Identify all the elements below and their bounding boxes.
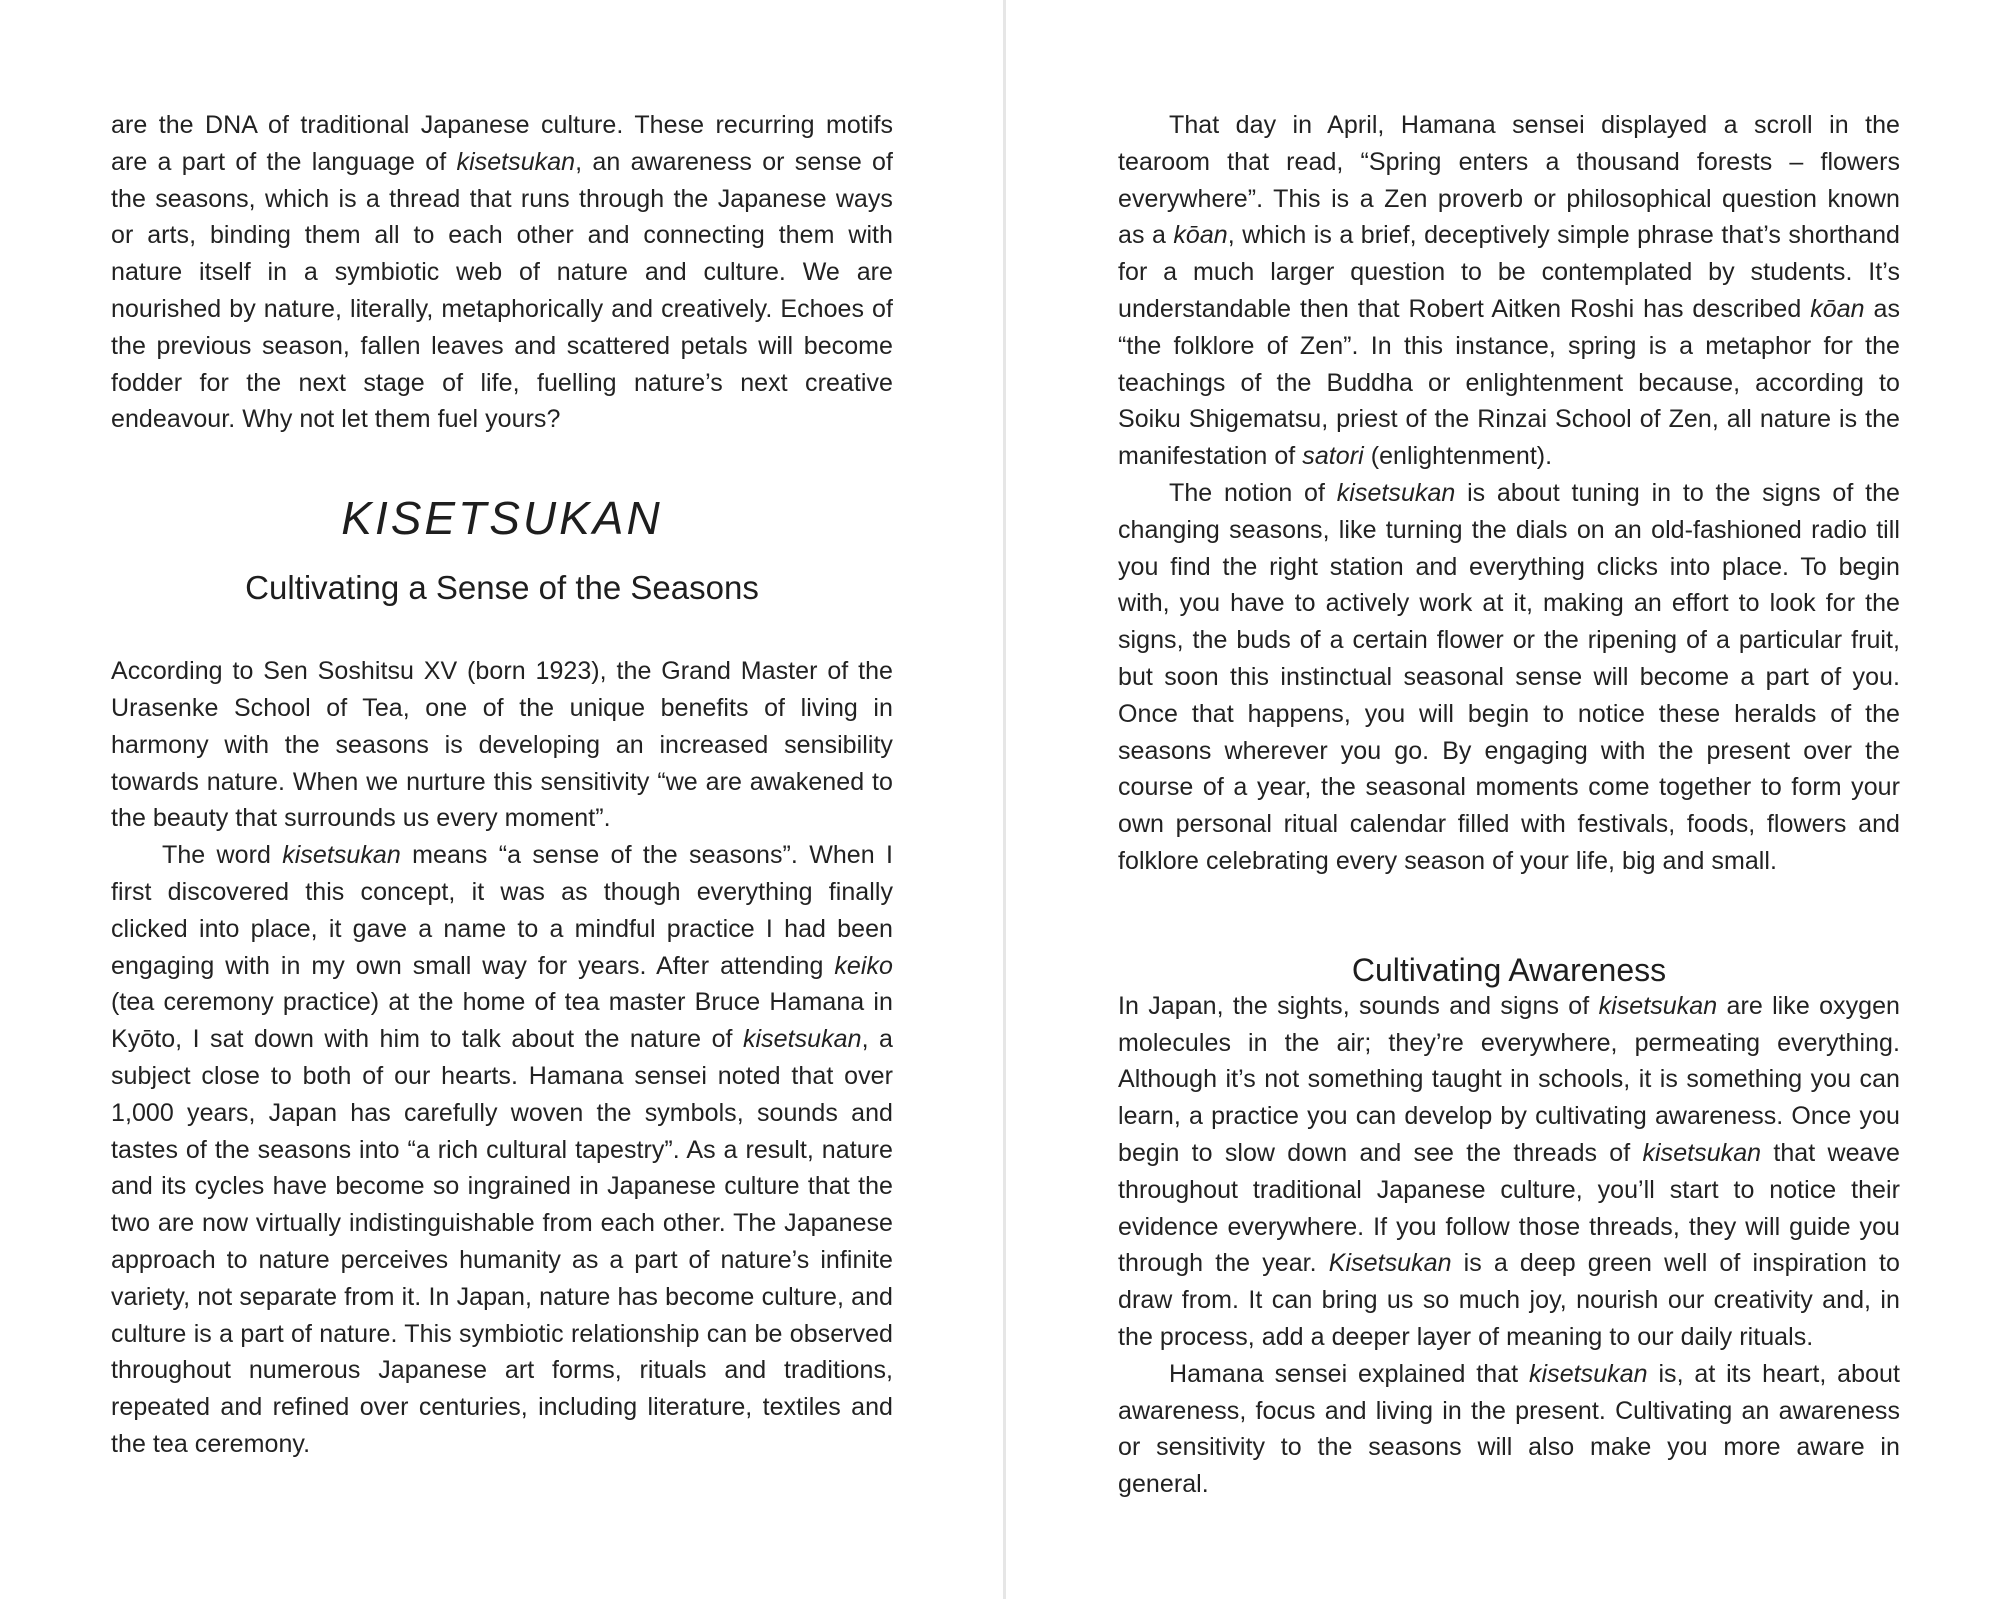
text-run: That day in April, Hamana sensei displayed a scroll in the tearoom that read, “Spring enters a thousand forests – flowers everywhere”. This is a Zen proverb or philosophical question known as a: [1118, 111, 1900, 250]
paragraph-sen-soshitsu: [111, 653, 893, 837]
italic-term: kisetsukan: [1529, 1359, 1648, 1388]
right-text-column: [1118, 107, 1900, 1503]
paragraph-april-scroll: [1118, 107, 1900, 475]
text-run: The word: [162, 841, 283, 870]
text-run: is a deep green well of inspiration to draw from. It can bring us so much joy, nourish our creativity and, in the process, add a deeper layer of meaning to our daily rituals.: [1118, 1249, 1900, 1351]
text-run: as “the folklore of Zen”. In this instance, spring is a metaphor for the teachings of the Buddha or enlightenment because, according to Soiku Shigematsu, priest of the Rinzai School of Zen, all nature is the manifestation of: [1118, 294, 1901, 471]
italic-term: kōan: [1173, 221, 1228, 250]
italic-term: kisetsukan: [1598, 991, 1718, 1020]
text-run: Hamana sensei explained that: [1169, 1359, 1529, 1388]
text-run: According to Sen Soshitsu XV (born 1923), the Grand Master of the Urasenke School of Tea, one of the unique benefits of living in harmony with the seasons is developing an increased sensibility towards nature. When we nurture this sensitivity “we are awakened to the beauty that surrounds us every moment”.: [111, 657, 893, 833]
text-run: (tea ceremony practice) at the home of tea master Bruce Hamana in Kyōto, I sat down with him to talk about the nature of: [111, 988, 893, 1054]
text-run: that weave throughout traditional Japanese culture, you’ll start to notice their evidence everywhere. If you follow those threads, they will guide you through the year.: [1118, 1138, 1900, 1278]
left-text-column: [111, 107, 893, 1463]
italic-term: kōan: [1810, 294, 1865, 323]
text-run: is about tuning in to the signs of the changing seasons, like turning the dials on an old-fashioned radio till you find the right station and everything clicks into place. To begin with, you have to actively work at it, making an effort to look for the signs, the buds of a certain flower or the ripening of a particular fruit, but soon this instinctual seasonal sense will become a part of you. Once that happens, you will begin to notice these heralds of the seasons wherever you go. By engaging with the present over the course of a year, the seasonal moments come together to form your own personal ritual calendar filled with festivals, foods, flowers and folklore celebrating every season of your life, big and small.: [1118, 478, 1900, 875]
text-run: , which is a brief, deceptively simple phrase that’s shorthand for a much larger question to be contemplated by students. It’s understandable then that Robert Aitken Roshi has described: [1118, 221, 1901, 323]
section-subheading: Cultivating a Sense of the Seasons: [245, 569, 759, 607]
italic-term: kisetsukan: [742, 1025, 862, 1054]
italic-term: kisetsukan: [1642, 1138, 1762, 1167]
text-run: (enlightenment).: [1363, 442, 1553, 471]
italic-term: Kisetsukan: [1328, 1249, 1452, 1278]
paragraph-in-japan: [1118, 988, 1900, 1356]
paragraph-hamana-explained: [1118, 1356, 1900, 1503]
text-run: are like oxygen molecules in the air; they’re everywhere, permeating everything. Although it’s not something taught in schools, it is something you can learn, a practice you can develop by cultivating awareness. Once you begin to slow down and see the threads of: [1118, 991, 1900, 1167]
text-run: , an awareness or sense of the seasons, which is a thread that runs through the Japanese ways or arts, binding them all to each other and connecting them with nature itself in a symbiotic web of nature and culture. We are nourished by nature, literally, metaphorically and creatively. Echoes of the previous season, fallen leaves and scattered petals will become fodder for the next stage of life, fuelling nature’s next creative endeavour. Why not let them fuel yours?: [111, 147, 893, 434]
italic-term: keiko: [834, 951, 893, 980]
text-run: In Japan, the sights, sounds and signs of: [1118, 991, 1599, 1020]
text-run: , a subject close to both of our hearts. Hamana sensei noted that over 1,000 years, Japan has carefully woven the symbols, sounds and tastes of the seasons into “a rich cultural tapestry”. As a result, nature and its cycles have become so ingrained in Japanese culture that the two are now virtually indistinguishable from each other. The Japanese approach to nature perceives humanity as a part of nature’s infinite variety, not separate from it. In Japan, nature has become culture, and culture is a part of nature. This symbiotic relationship can be observed throughout numerous Japanese art forms, rituals and traditions, repeated and refined over centuries, including literature, textiles and the tea ceremony.: [111, 1025, 893, 1458]
italic-term: kisetsukan: [282, 841, 401, 870]
paragraph-notion-of-kisetsukan: [1118, 475, 1900, 880]
italic-term: kisetsukan: [1336, 478, 1456, 507]
text-run: The notion of: [1169, 478, 1337, 507]
intro-paragraph: [111, 107, 893, 438]
cultivating-awareness-heading: Cultivating Awareness: [1351, 951, 1667, 988]
text-run: is, at its heart, about awareness, focus and living in the present. Cultivating an awareness or sensitivity to the seasons will also make you more aware in general.: [1118, 1359, 1900, 1499]
text-run: are the DNA of traditional Japanese culture. These recurring motifs are a part of the language of: [111, 111, 893, 176]
text-run: means “a sense of the seasons”. When I first discovered this concept, it was as though everything finally clicked into place, it gave a name to a mindful practice I had been engaging with in my own small way for years. After attending: [111, 841, 893, 980]
right-page: [1006, 0, 2000, 1599]
chapter-heading: KISETSUKAN: [341, 492, 663, 545]
italic-term: satori: [1302, 442, 1364, 471]
italic-term: kisetsukan: [456, 147, 576, 176]
paragraph-word-kisetsukan: [111, 837, 893, 1463]
